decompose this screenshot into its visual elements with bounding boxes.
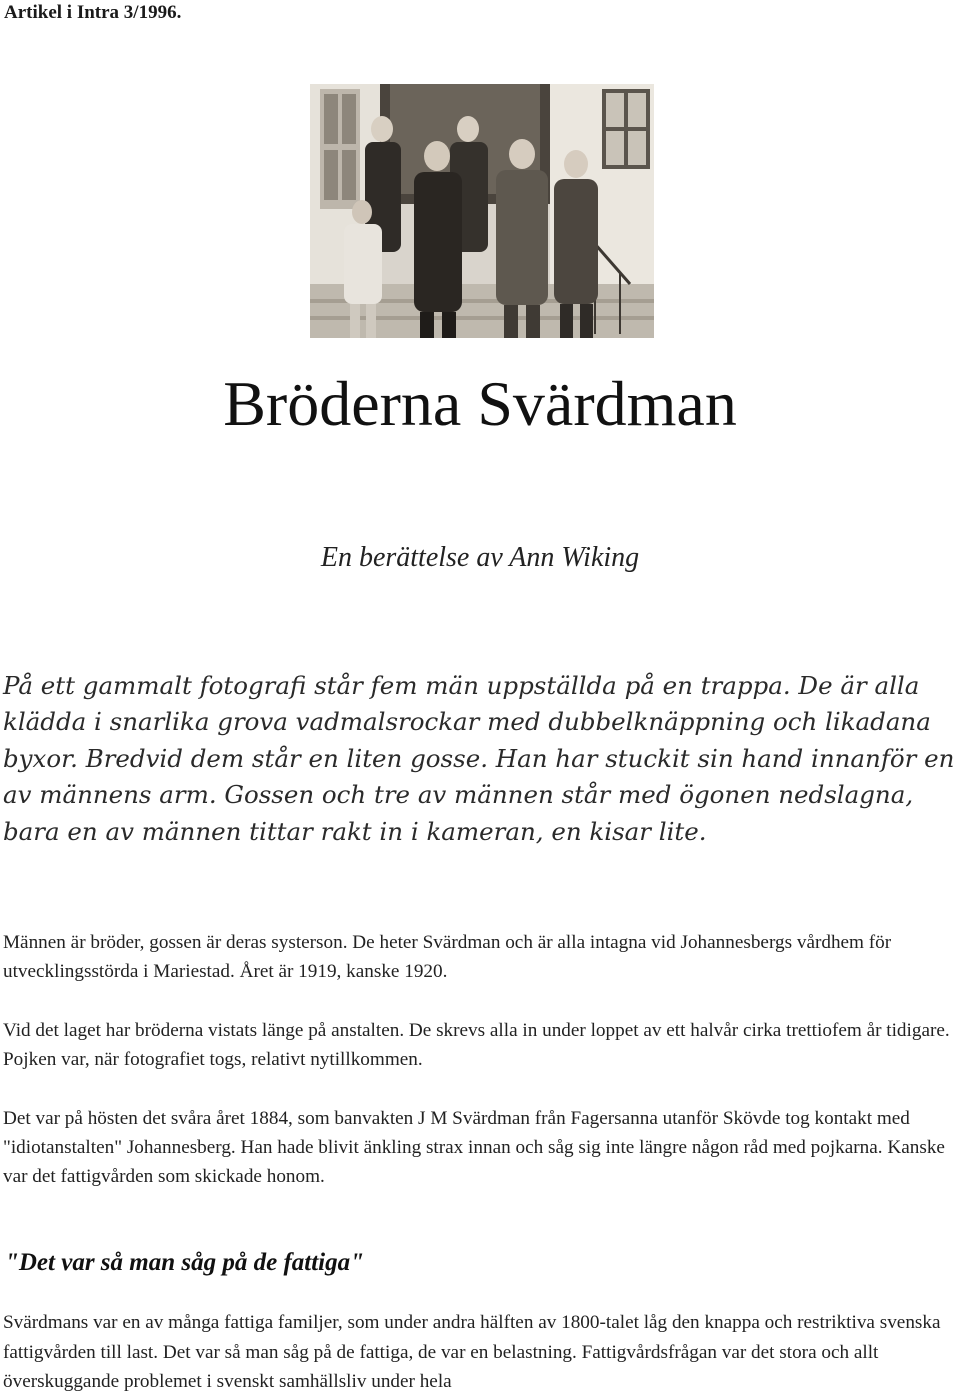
section-paragraph: Svärdmans var en av många fattiga familjer, som under andra hälften av 1800-talet låg den knappa och restriktiva svenska fattigvården till last. Det var så man såg på de fattiga, de var en belastning. Fattigvårdsfrågan var det stora och allt överskuggande problemet i svenskt samhällsliv under hela	[3, 1312, 941, 1392]
body-paragraph-2: Vid det laget har bröderna vistats länge på anstalten. De skrevs alla in under loppet av ett halvår cirka trettiofem år tidigare. Pojken var, när fotografiet togs, relativt nytillkommen.	[3, 1020, 950, 1070]
intro-paragraph: På ett gammalt fotografi står fem män uppställda på en trappa. De är alla klädda i snarlika grova vadmalsrockar med dubbelknäppning och likadana byxor. Bredvid dem står en liten gosse. Han har stuckit sin hand innanför en av männens arm. Gossen och tre av männen står med ögonen nedslagna, bara en av männen tittar rakt in i kameran, en kisar lite.	[3, 671, 955, 846]
body-paragraph-3: Det var på hösten det svåra året 1884, som banvakten J M Svärdman från Fagersanna utanför Skövde tog kontakt med "idiotanstalten" Johannesberg. Han hade blivit änkling strax innan och såg sig inte längre någon råd med pojkarna. Kanske var det fattigvården som skickade honom.	[3, 1108, 945, 1187]
article-byline: En berättelse av Ann Wiking	[320, 542, 640, 573]
photo-image-icon	[310, 84, 654, 338]
article-photo	[310, 84, 654, 338]
body-paragraph-1: Männen är bröder, gossen är deras systerson. De heter Svärdman och är alla intagna vid Johannesbergs vårdhem för utvecklingsstörda i Mariestad. Året är 1919, kanske 1920.	[3, 932, 892, 982]
article-title: Bröderna Svärdman	[223, 368, 737, 439]
section-heading: "Det var så man såg på de fattiga"	[5, 1249, 364, 1276]
source-line: Artikel i Intra 3/1996.	[4, 2, 182, 23]
